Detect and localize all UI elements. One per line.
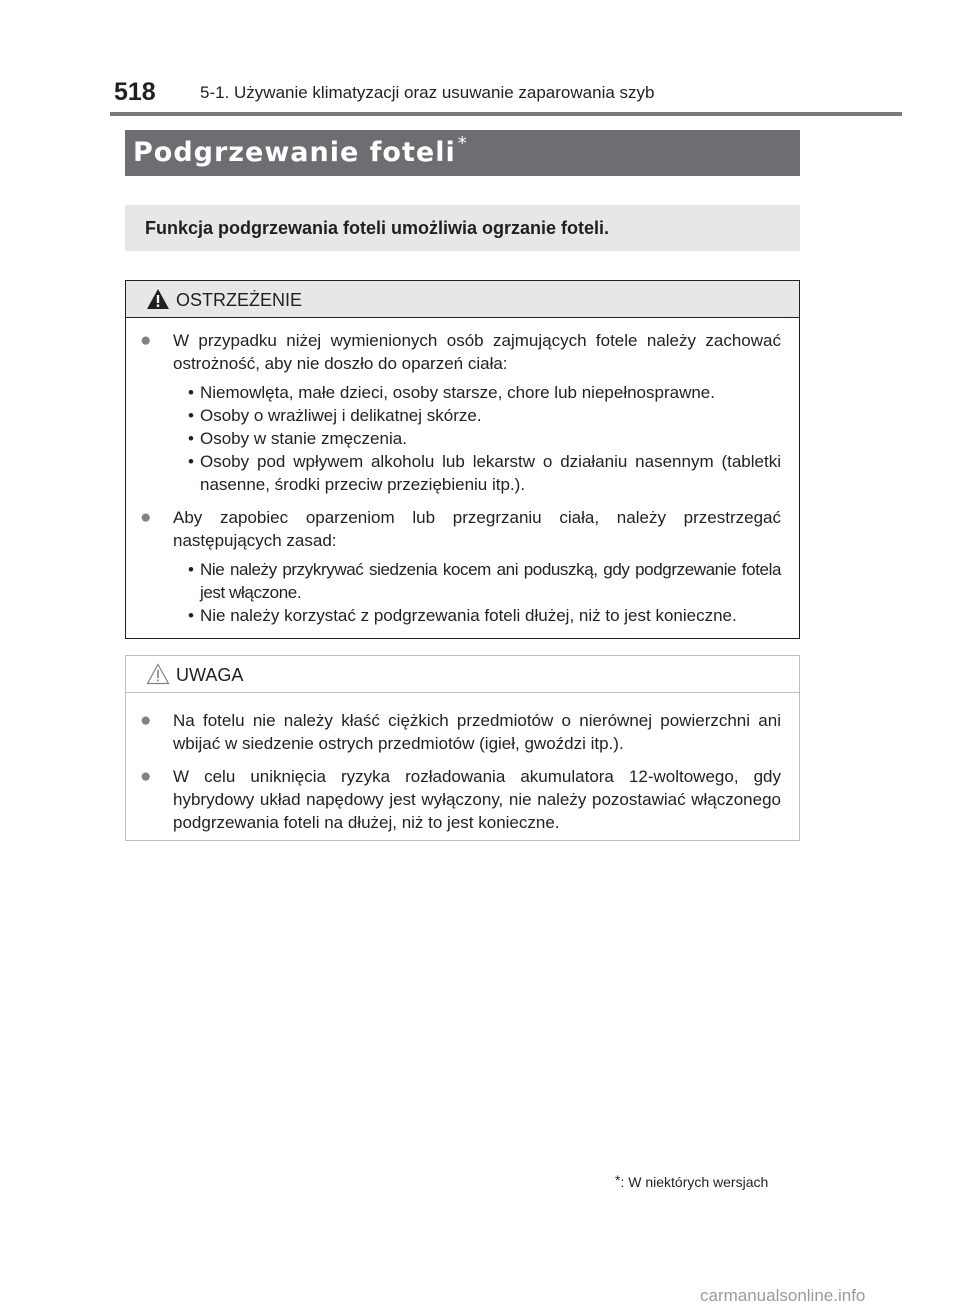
sub-text: Osoby pod wpływem alkoholu lub lekarstw o działaniu nasennym (tabletki nasenne, środki przeciw przeziębieniu itp.). — [200, 452, 781, 494]
sub-bullet: • — [188, 452, 194, 471]
page-number: 518 — [114, 78, 156, 106]
warning-triangle-filled-icon — [146, 288, 170, 315]
sub-item — [173, 404, 781, 427]
title-asterisk: * — [457, 133, 468, 154]
caution-label: UWAGA — [176, 665, 244, 685]
caution-triangle-outline-icon — [146, 663, 170, 690]
sub-text: Niemowlęta, małe dzieci, osoby starsze, chore lub niepełnosprawne. — [200, 383, 715, 402]
section-title — [133, 133, 468, 168]
section-title-text: Podgrzewanie foteli — [133, 137, 456, 168]
warning-item — [140, 506, 781, 627]
bullet-icon: ● — [140, 507, 152, 528]
caution-item — [140, 765, 781, 834]
item-text: W przypadku niżej wymienionych osób zajmujących fotele należy zachować ostrożność, aby nie doszło do oparzeń ciała: — [173, 331, 781, 373]
sub-bullet: • — [188, 429, 194, 448]
warning-body — [126, 318, 799, 639]
header-rule — [110, 112, 902, 116]
watermark: carmanualsonline.info — [700, 1286, 866, 1305]
sub-item — [173, 604, 781, 627]
sub-text: Osoby w stanie zmęczenia. — [200, 429, 407, 448]
item-text: Na fotelu nie należy kłaść ciężkich przedmiotów o nierównej powierzchni ani wbijać w siedzenie ostrych przedmiotów (igieł, gwoździ itp.). — [173, 711, 781, 753]
warning-item — [140, 329, 781, 496]
sub-text: Nie należy korzystać z podgrzewania foteli dłużej, niż to jest konieczne. — [200, 606, 737, 625]
sub-bullet: • — [188, 406, 194, 425]
warning-box — [125, 280, 800, 639]
footnote-asterisk: * — [615, 1172, 621, 1188]
footnote — [615, 1174, 768, 1190]
warning-label: OSTRZEŻENIE — [176, 290, 303, 310]
caution-body — [126, 693, 799, 846]
bullet-icon: ● — [140, 766, 152, 787]
sub-bullet: • — [188, 383, 194, 402]
item-text: W celu uniknięcia ryzyka rozładowania akumulatora 12-woltowego, gdy hybrydowy układ napędowy jest wyłączony, nie należy pozostawiać włączonego podgrzewania foteli na dłużej, niż to jest konieczne. — [173, 767, 781, 832]
running-head: 5-1. Używanie klimatyzacji oraz usuwanie zaparowania szyb — [200, 83, 655, 102]
bullet-icon: ● — [140, 330, 152, 351]
sub-item — [173, 450, 781, 496]
item-text: Aby zapobiec oparzeniom lub przegrzaniu ciała, należy przestrzegać następujących zasad: — [173, 508, 781, 550]
sub-item — [173, 558, 781, 604]
sub-bullet: • — [188, 560, 194, 579]
sub-item — [173, 381, 781, 404]
section-title-bar — [125, 130, 800, 176]
intro-box — [125, 205, 800, 251]
sub-text: Nie należy przykrywać siedzenia kocem ani poduszką, gdy podgrzewanie fotela jest włączone. — [200, 560, 781, 602]
warning-header — [126, 281, 799, 318]
sub-bullet: • — [188, 606, 194, 625]
bullet-icon: ● — [140, 710, 152, 731]
caution-box — [125, 655, 800, 841]
footnote-text: : W niektórych wersjach — [620, 1174, 769, 1190]
sub-item — [173, 427, 781, 450]
caution-item — [140, 709, 781, 755]
caution-header — [126, 656, 799, 693]
intro-text: Funkcja podgrzewania foteli umożliwia ogrzanie foteli. — [145, 218, 610, 238]
sub-text: Osoby o wrażliwej i delikatnej skórze. — [200, 406, 482, 425]
